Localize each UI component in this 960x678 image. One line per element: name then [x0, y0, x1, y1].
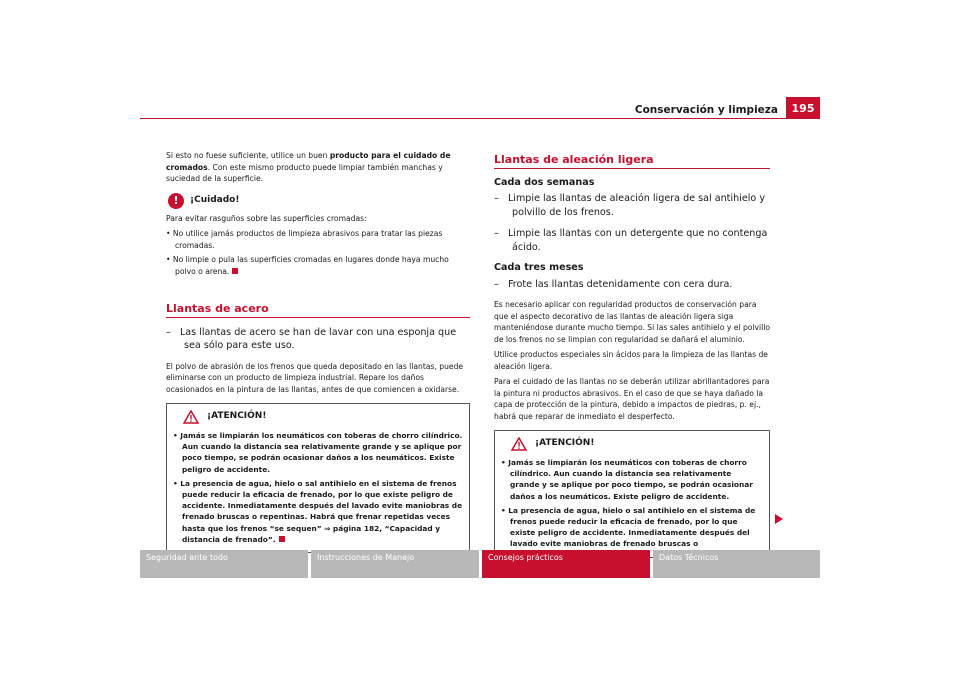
section-title-alloy-wheels: Llantas de aleación ligera: [494, 154, 770, 169]
subheading-every-three-months: Cada tres meses: [494, 262, 584, 273]
end-marker-icon: [279, 536, 285, 542]
header-rule: [140, 118, 820, 119]
warning-heading: ¡ATENCIÓN!: [511, 437, 763, 451]
caution-heading: ! ¡Cuidado!: [168, 193, 470, 209]
caution-bullet: • No limpie o pula las superficies cromadas en lugares donde haya mucho polvo o arena.: [166, 255, 449, 276]
warning-bullet: • La presencia de agua, hielo o sal antihielo en el sistema de frenos puede reducir la eficacia de frenado, por lo que existe peligro de accidente. Inmediatamente después del lavado evite maniobras de frenado bruscas o: [501, 505, 756, 549]
dash-item: – Las llantas de acero se han de lavar con una esponja que sea sólo para este uso.: [166, 326, 457, 351]
footer-tab-instrucciones[interactable]: Instrucciones de Manejo: [311, 550, 479, 578]
warning-box: [166, 403, 470, 553]
dash-item: – Limpie las llantas de aleación ligera de sal antihielo y polvillo de los frenos.: [494, 193, 766, 218]
footer-tab-seguridad[interactable]: Seguridad ante todo: [140, 550, 308, 578]
alloy-paragraph: Es necesario aplicar con regularidad productos de conservación para que el aspecto decorativo de las llantas de aleación ligera siga manteniéndose durante mucho tiempo. Si las sales antihielo y el polvillo de los frenos no se limpian con regularidad se dañará el aluminio.: [494, 300, 770, 344]
right-column: [494, 150, 770, 562]
dash-item: – Limpie las llantas con un detergente que no contenga ácido.: [494, 228, 768, 253]
page-number: 195: [786, 97, 820, 119]
warning-box: [494, 430, 770, 558]
warning-bullet: • La presencia de agua, hielo o sal antihielo en el sistema de frenos puede reducir la eficacia de frenado, por lo que existe peligro de accidente. Inmediatamente después del lavado evite maniobras de frenado bruscas o repentinas. Habrá que frenar repetidas veces hasta que los frenos “se sequen” ⇒ página 182, “Capacidad y distancia de frenado”.: [173, 478, 463, 544]
alloy-paragraph: Para el cuidado de las llantas no se deberán utilizar abrillantadores para la pintura ni productos abrasivos. En el caso de que se haya dañado la capa de protección de la pintura, debido a impactos de piedras, p. ej., habrá que reparar de inmediato el desperfecto.: [494, 377, 770, 421]
page-header-title: Conservación y limpieza: [634, 104, 778, 116]
end-marker-icon: [232, 268, 238, 274]
left-column: [166, 150, 470, 557]
dash-item: – Frote las llantas detenidamente con cera dura.: [494, 278, 733, 290]
warning-triangle-icon: [183, 410, 199, 424]
subheading-every-two-weeks: Cada dos semanas: [494, 176, 595, 188]
warning-bullet: • Jamás se limpiarán los neumáticos con toberas de chorro cilíndrico. Aun cuando la distancia sea relativamente grande y se aplique por poco tiempo, se podrán ocasionar daños a los neumáticos. Existe peligro de accidente.: [501, 458, 753, 501]
warning-triangle-icon: [511, 437, 527, 451]
caution-intro: Para evitar rasguños sobre las superficies cromadas:: [166, 213, 367, 223]
warning-heading: ¡ATENCIÓN!: [183, 410, 463, 424]
caution-icon: !: [168, 193, 184, 209]
footer-tab-consejos[interactable]: Consejos prácticos: [482, 550, 650, 578]
caution-bullet: • No utilice jamás productos de limpieza abrasivos para tratar las piezas cromadas.: [166, 229, 443, 250]
continue-arrow-icon[interactable]: [774, 513, 784, 525]
section-title-steel-wheels: Llantas de acero: [166, 303, 470, 318]
steel-wheels-body: El polvo de abrasión de los frenos que queda depositado en las llantas, puede eliminarse con un producto de limpieza industrial. Repare los daños ocasionados en la pintura de las llantas, antes de que comiencen a oxidarse.: [166, 361, 464, 394]
alloy-paragraph: Utilice productos especiales sin ácidos para la limpieza de las llantas de aleación ligera.: [494, 350, 768, 371]
footer-tab-datos[interactable]: Datos Técnicos: [653, 550, 820, 578]
intro-paragraph: Si esto no fuese suficiente, utilice un buen producto para el cuidado de cromados. Con este mismo producto puede limpiar también manchas y suciedad de la superficie.: [166, 151, 451, 183]
warning-bullet: • Jamás se limpiarán los neumáticos con toberas de chorro cilíndrico. Aun cuando la distancia sea relativamente grande y se aplique por poco tiempo, se podrán ocasionar daños a los neumáticos. Existe peligro de accidente.: [173, 431, 463, 474]
